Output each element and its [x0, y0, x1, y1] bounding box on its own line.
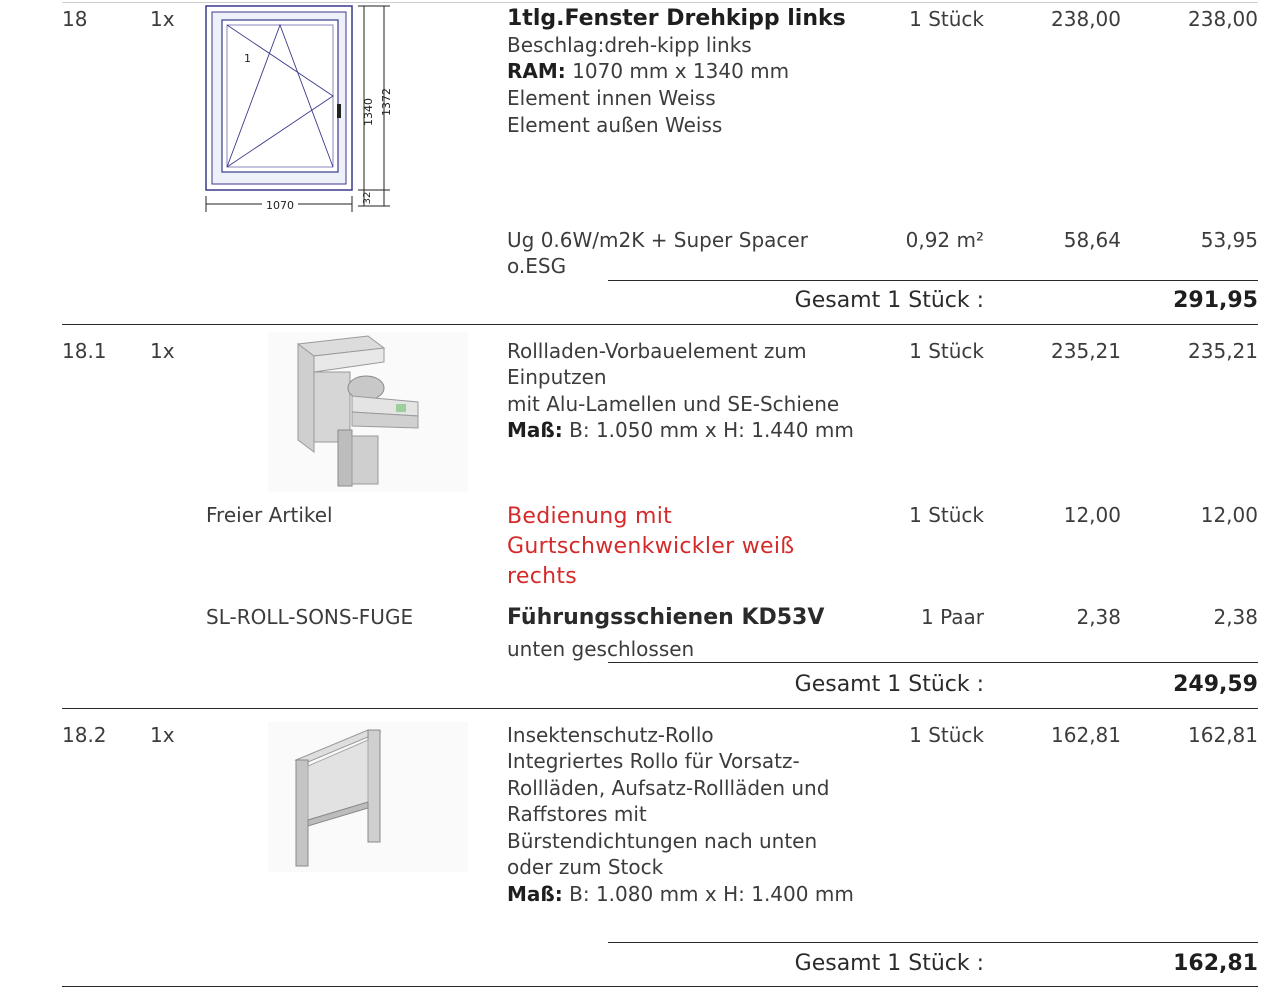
subtotal-label: Gesamt 1 Stück :: [794, 288, 984, 313]
subtotal-rule: [608, 942, 1258, 943]
position-separator: [62, 986, 1258, 987]
item-title: 1tlg.Fenster Drehkipp links: [507, 6, 846, 31]
item-desc-line: Maß: B: 1.080 mm x H: 1.400 mm: [507, 882, 854, 906]
item-desc-line: Bürstendichtungen nach unten: [507, 829, 818, 853]
position-separator: [62, 708, 1258, 709]
item-desc-line: Integriertes Rollo für Vorsatz-: [507, 749, 800, 773]
item-desc-line: mit Alu-Lamellen und SE-Schiene: [507, 392, 840, 416]
dim-width: 1070: [266, 199, 294, 212]
highlight-desc-line: Gurtschwenkwickler weiß: [507, 534, 795, 559]
item-desc-line: Ug 0.6W/m2K + Super Spacer: [507, 228, 808, 252]
item-price: 2,38: [1076, 605, 1121, 629]
item-desc-line: Einputzen: [507, 365, 607, 389]
insect-screen-image: [268, 722, 468, 872]
item-desc-line: Raffstores mit: [507, 802, 647, 826]
subtotal-value: 291,95: [1173, 288, 1258, 313]
article-number: Freier Artikel: [206, 503, 333, 527]
item-price: 235,21: [1051, 339, 1121, 363]
subtotal-rule: [608, 280, 1258, 281]
item-desc-line: Beschlag:dreh-kipp links: [507, 33, 752, 57]
highlight-desc-line: rechts: [507, 564, 578, 589]
dim-height: 1340: [362, 98, 375, 126]
item-total: 53,95: [1200, 228, 1258, 252]
subtotal-label: Gesamt 1 Stück :: [794, 951, 984, 976]
dim-bottom: 32: [362, 191, 373, 205]
item-price: 238,00: [1051, 7, 1121, 31]
item-total: 162,81: [1188, 723, 1258, 747]
item-price: 58,64: [1063, 228, 1121, 252]
subtotal-value: 162,81: [1173, 951, 1258, 976]
item-unit: 1 Stück: [909, 503, 984, 527]
dim-outer-height: 1372: [380, 88, 393, 116]
measure-value: B: 1.050 mm x H: 1.440 mm: [562, 418, 854, 442]
item-total: 235,21: [1188, 339, 1258, 363]
position-number: 18.1: [62, 339, 107, 363]
item-unit: 1 Stück: [909, 339, 984, 363]
item-total: 12,00: [1200, 503, 1258, 527]
item-unit: 1 Stück: [909, 7, 984, 31]
item-desc-line: Element außen Weiss: [507, 113, 723, 137]
roller-shutter-image: [268, 332, 468, 492]
highlight-desc-line: Bedienung mit: [507, 504, 673, 529]
position-quantity: 1x: [150, 7, 175, 31]
subtotal-rule: [608, 662, 1258, 663]
item-desc-line: Rollladen-Vorbauelement zum: [507, 339, 807, 363]
item-total: 238,00: [1188, 7, 1258, 31]
item-unit: 0,92 m²: [905, 228, 984, 252]
sash-number: 1: [244, 52, 251, 65]
item-price: 162,81: [1051, 723, 1121, 747]
position-number: 18: [62, 7, 88, 31]
item-title: Führungsschienen KD53V: [507, 605, 825, 630]
item-desc-line: RAM: 1070 mm x 1340 mm: [507, 59, 790, 83]
article-number: SL-ROLL-SONS-FUGE: [206, 605, 414, 629]
measure-value: B: 1.080 mm x H: 1.400 mm: [562, 882, 854, 906]
position-number: 18.2: [62, 723, 107, 747]
subtotal-value: 249,59: [1173, 672, 1258, 697]
item-unit: 1 Paar: [921, 605, 984, 629]
subtotal-label: Gesamt 1 Stück :: [794, 672, 984, 697]
top-rule: [62, 2, 1258, 3]
item-total: 2,38: [1213, 605, 1258, 629]
item-desc-line: oder zum Stock: [507, 855, 664, 879]
position-quantity: 1x: [150, 339, 175, 363]
item-desc-line: o.ESG: [507, 254, 567, 278]
item-desc-line: Maß: B: 1.050 mm x H: 1.440 mm: [507, 418, 854, 442]
item-desc-line: Element innen Weiss: [507, 86, 716, 110]
item-desc-line: Rollläden, Aufsatz-Rollläden und: [507, 776, 830, 800]
item-desc-line: unten geschlossen: [507, 637, 695, 661]
window-drawing: [200, 4, 400, 214]
position-quantity: 1x: [150, 723, 175, 747]
item-desc-line: Insektenschutz-Rollo: [507, 723, 714, 747]
position-separator: [62, 324, 1258, 325]
item-price: 12,00: [1063, 503, 1121, 527]
ram-dimensions: 1070 mm x 1340 mm: [565, 59, 790, 83]
item-unit: 1 Stück: [909, 723, 984, 747]
